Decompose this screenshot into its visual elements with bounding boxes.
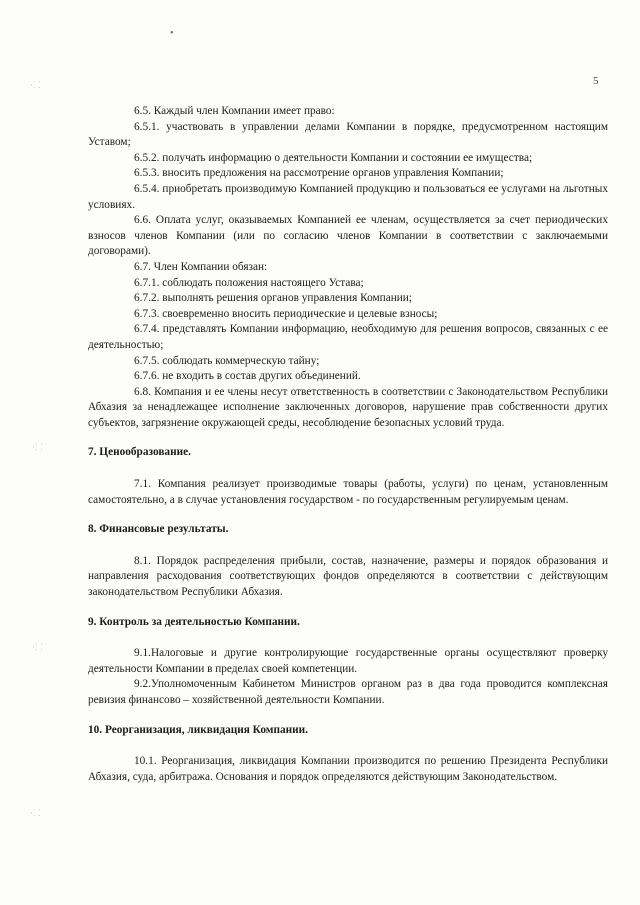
clause-6-5-3: 6.5.3. вносить предложения на рассмотрение органов управления Компании;	[134, 167, 504, 180]
clause-6-7-1: 6.7.1. соблюдать положения настоящего Устава;	[134, 276, 364, 289]
clause-8-1: 8.1. Порядок распределения прибыли, состав, назначение, размеры и порядок образования и направления расходования соответствующих фондов определяются в соответствии с действующим законодательством Республики Абхазия.	[88, 554, 608, 599]
clause-6-5-2: 6.5.2. получать информацию о деятельности Компании и состоянии ее имущества;	[134, 151, 533, 164]
section-9-heading: 9. Контроль за деятельностью Компании.	[88, 615, 300, 628]
clause-6-7-5: 6.7.5. соблюдать коммерческую тайну;	[134, 354, 320, 367]
scan-mark: ·⸬	[30, 808, 41, 818]
clause-6-5-4: 6.5.4. приобретать производимую Компанией продукцию и пользоваться ее услугами на льготных условиях.	[88, 182, 608, 211]
clause-6-8: 6.8. Компания и ее члены несут ответственность в соответствии с Законодательством Республики Абхазия за ненадлежащее исполнение заключенных договоров, нарушение прав собственности других субъектов, загрязнение окружающей среды, несоблюдение безопасных условий труда.	[88, 385, 608, 429]
section-7-heading: 7. Ценообразование.	[88, 446, 191, 459]
scan-speck: •	[170, 28, 174, 39]
clause-6-7-2: 6.7.2. выполнять решения органов управления Компании;	[134, 292, 412, 305]
clause-6-7-6: 6.7.6. не входить в состав других объединений.	[134, 370, 361, 383]
clause-6-5: 6.5. Каждый член Компании имеет право:	[134, 105, 335, 117]
document-body	[88, 104, 608, 785]
section-10-heading: 10. Реорганизация, ликвидация Компании.	[88, 723, 308, 736]
clause-6-5-1: 6.5.1. участвовать в управлении делами Компании в порядке, предусмотренном настоящим Уставом;	[88, 120, 608, 149]
clause-6-7-3: 6.7.3. своевременно вносить периодические и целевые взносы;	[134, 307, 438, 320]
clause-9-1: 9.1.Налоговые и другие контролирующие государственные органы осуществляют проверку деятельности Компании в пределах своей компетенции.	[88, 647, 608, 675]
clause-6-7-4: 6.7.4. представлять Компании информацию, необходимую для решения вопросов, связанных с ее деятельностью;	[88, 323, 608, 351]
scan-mark: ·⸬	[32, 642, 43, 652]
clause-6-7: 6.7. Член Компании обязан:	[134, 260, 268, 273]
clause-9-2: 9.2.Уполномоченным Кабинетом Министров органом раз в два года проводится комплексная ревизия финансово – хозяйственной деятельности Компании.	[88, 678, 608, 706]
clause-10-1: 10.1. Реорганизация, ликвидация Компании производится по решению Президента Республики Абхазия, суда, арбитража. Основания и порядок определяются действующим Законодательством.	[88, 755, 608, 783]
scan-mark: ·⸬	[30, 80, 41, 90]
clause-7-1: 7.1. Компания реализует производимые товары (работы, услуги) по ценам, установленным самостоятельно, а в случае установления государством - по государственным регулируемым ценам.	[88, 478, 608, 506]
clause-6-6: 6.6. Оплата услуг, оказываемых Компанией ее членам, осуществляется за счет периодических взносов членов Компании (или по согласию членов Компании в соответствии с заключаемыми договорами).	[88, 214, 608, 258]
scan-mark: ·⸬	[32, 442, 43, 452]
page-number: 5	[593, 75, 599, 87]
section-8-heading: 8. Финансовые результаты.	[88, 523, 229, 536]
